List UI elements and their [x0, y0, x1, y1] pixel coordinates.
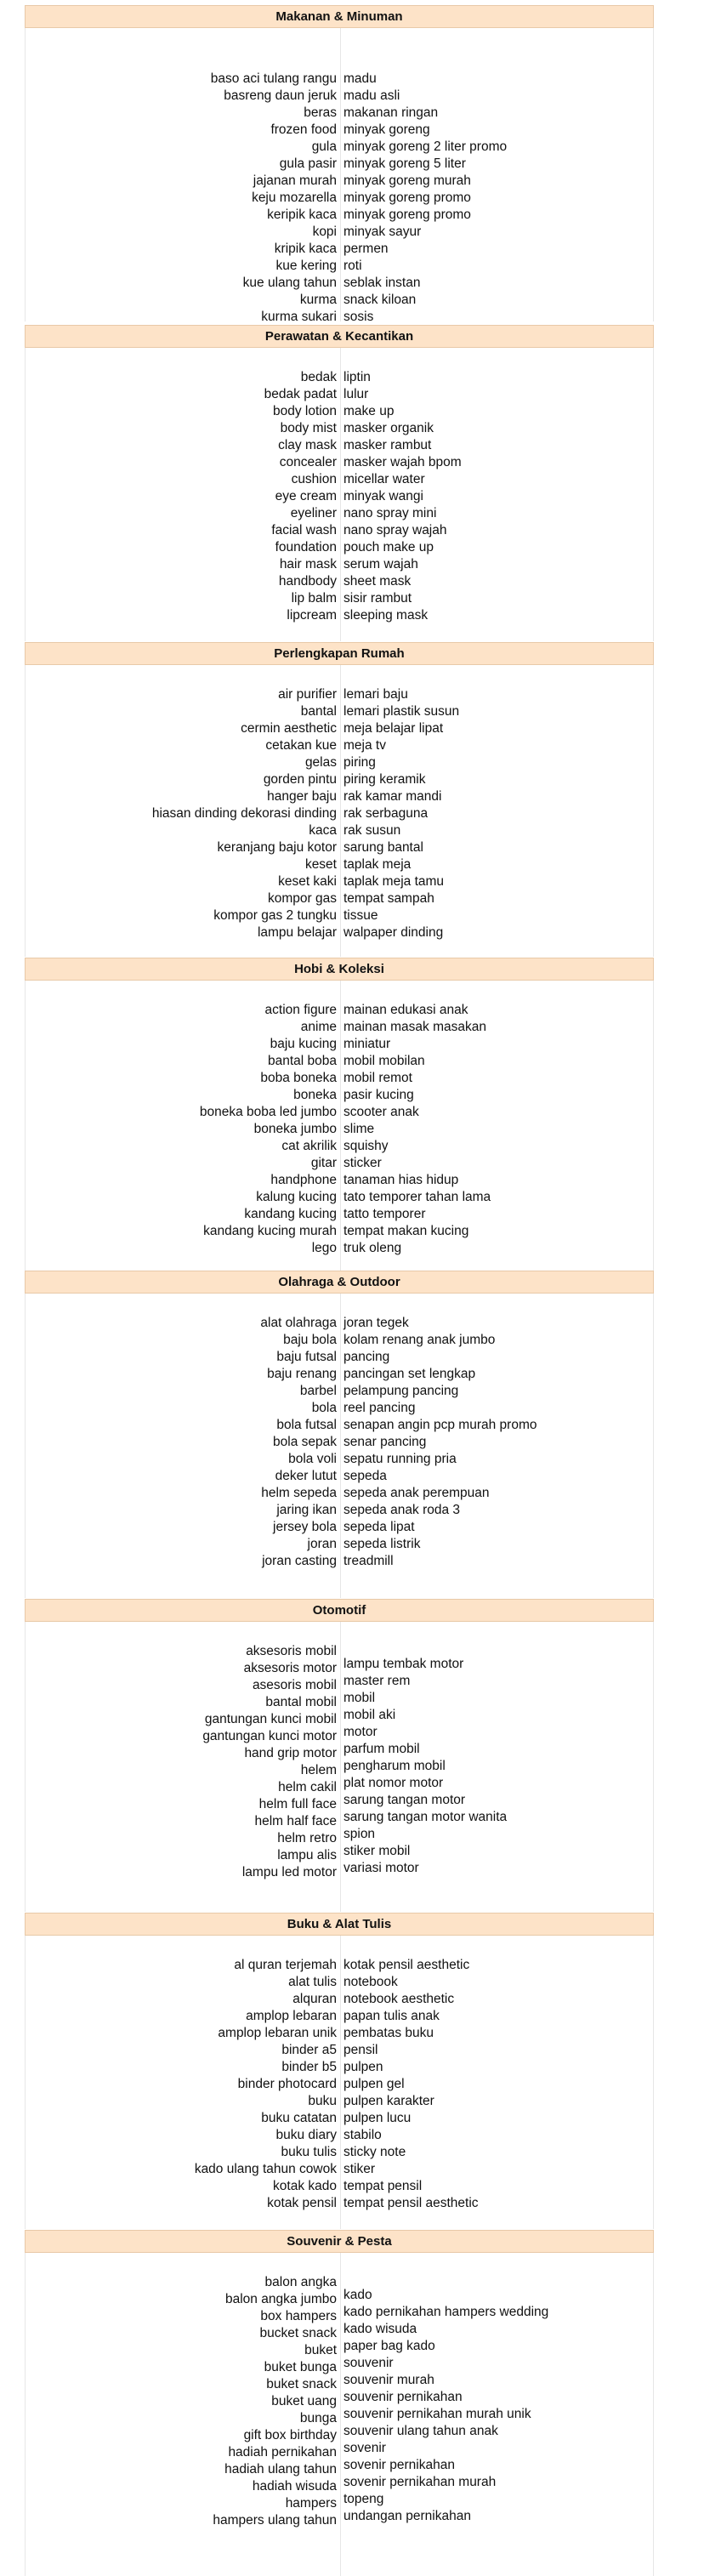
keyword-link[interactable]: madu asli	[343, 88, 400, 103]
keyword-link[interactable]: minyak goreng promo	[343, 208, 471, 222]
section-title: Hobi & Koleksi	[25, 958, 654, 981]
keyword-link[interactable]: meja belajar lipat	[343, 721, 444, 736]
keyword-link[interactable]: gitar	[310, 1156, 337, 1170]
keyword-link[interactable]: kue ulang tahun	[242, 276, 337, 290]
column-divider	[340, 28, 341, 321]
keyword-link[interactable]: eyeliner	[290, 506, 337, 520]
category-section	[25, 5, 654, 324]
keyword-link[interactable]: sarung tangan motor	[343, 1793, 466, 1807]
keyword-link[interactable]: madu	[343, 71, 377, 86]
keyword-link[interactable]: undangan pernikahan	[343, 2509, 471, 2523]
keyword-link[interactable]: binder photocard	[237, 2077, 337, 2091]
section-title: Makanan & Minuman	[25, 5, 654, 28]
keyword-link[interactable]: gantungan kunci motor	[202, 1729, 337, 1743]
keyword-link[interactable]: tissue	[343, 908, 378, 923]
keyword-link[interactable]: buku	[308, 2094, 337, 2108]
keyword-link[interactable]: asesoris mobil	[252, 1678, 337, 1692]
keyword-link[interactable]: keju mozarella	[252, 190, 337, 205]
keyword-link[interactable]: buku diary	[275, 2128, 337, 2142]
keyword-link[interactable]: lampu tembak motor	[343, 1657, 464, 1671]
keyword-link[interactable]: paper bag kado	[343, 2339, 435, 2353]
keyword-link[interactable]: air purifier	[278, 687, 337, 702]
keyword-link[interactable]: hampers ulang tahun	[213, 2513, 337, 2528]
keyword-link[interactable]: kotak pensil aesthetic	[343, 1958, 470, 1972]
category-section	[25, 958, 654, 1271]
keyword-link[interactable]: deker lutut	[275, 1469, 337, 1483]
keyword-link[interactable]: lemari plastik susun	[343, 704, 460, 719]
keyword-link[interactable]: sovenir pernikahan	[343, 2458, 455, 2472]
keyword-link[interactable]: sisir rambut	[343, 591, 412, 606]
keyword-link[interactable]: helm full face	[258, 1797, 337, 1811]
keyword-link[interactable]: alat tulis	[288, 1975, 337, 1989]
keyword-link[interactable]: bola voli	[288, 1452, 337, 1466]
keyword-link[interactable]: sheet mask	[343, 574, 412, 589]
keyword-link[interactable]: baju renang	[267, 1367, 337, 1381]
keyword-link[interactable]: baju bola	[283, 1333, 337, 1347]
keyword-link[interactable]: jajanan murah	[253, 173, 337, 188]
keyword-link[interactable]: helm half face	[254, 1814, 337, 1828]
keyword-link[interactable]: concealer	[279, 455, 337, 469]
keyword-link[interactable]: lampu alis	[277, 1848, 337, 1862]
keyword-link[interactable]: bola sepak	[273, 1435, 337, 1449]
keyword-link[interactable]: pancingan set lengkap	[343, 1367, 476, 1381]
keyword-link[interactable]: buku tulis	[281, 2145, 337, 2159]
keyword-link[interactable]: mobil aki	[343, 1708, 396, 1722]
keyword-link[interactable]: sticker	[343, 1156, 382, 1170]
left-column	[264, 369, 337, 624]
keyword-link[interactable]: gelas	[304, 755, 337, 770]
keyword-link[interactable]: joran casting	[262, 1554, 337, 1568]
keyword-link[interactable]: hiasan dinding dekorasi dinding	[151, 806, 337, 821]
keyword-link[interactable]: bantal	[300, 704, 337, 719]
keyword-link[interactable]: aksesoris mobil	[246, 1644, 337, 1658]
keyword-link[interactable]: gift box birthday	[243, 2428, 337, 2442]
section-title: Otomotif	[25, 1599, 654, 1622]
keyword-link[interactable]: stabilo	[343, 2128, 382, 2142]
keyword-link[interactable]: joran	[307, 1537, 337, 1551]
keyword-link[interactable]: sepeda	[343, 1469, 387, 1483]
keyword-link[interactable]: binder b5	[281, 2060, 337, 2074]
keyword-link[interactable]: mobil	[343, 1691, 376, 1705]
keyword-link[interactable]: micellar water	[343, 472, 425, 486]
keyword-link[interactable]: notebook aesthetic	[343, 1992, 455, 2006]
keyword-link[interactable]: minyak sayur	[343, 225, 422, 239]
left-column	[211, 71, 337, 326]
keyword-link[interactable]: jaring ikan	[276, 1503, 337, 1517]
keyword-link[interactable]: treadmill	[343, 1554, 394, 1568]
keyword-link[interactable]: handphone	[270, 1173, 337, 1187]
keyword-link[interactable]: lip balm	[291, 591, 337, 606]
keyword-link[interactable]: gula	[311, 139, 337, 154]
keyword-link[interactable]: bedak padat	[264, 387, 337, 401]
keyword-link[interactable]: rak serbaguna	[343, 806, 429, 821]
keyword-link[interactable]: hanger baju	[267, 789, 337, 804]
section-body	[25, 665, 654, 957]
keyword-link[interactable]: helem	[300, 1763, 337, 1777]
keyword-link[interactable]: kado pernikahan hampers wedding	[343, 2305, 549, 2319]
right-column	[343, 1957, 479, 2212]
category-section	[25, 1913, 654, 2229]
keyword-link[interactable]: balon angka	[264, 2275, 337, 2289]
right-column	[343, 1002, 491, 1257]
keyword-link[interactable]: buket	[304, 2343, 337, 2357]
keyword-link[interactable]: alquran	[292, 1992, 337, 2006]
keyword-link[interactable]: kopi	[312, 225, 337, 239]
section-title: Buku & Alat Tulis	[25, 1913, 654, 1936]
keyword-link[interactable]: amplop lebaran	[246, 2009, 337, 2023]
right-column	[343, 686, 459, 941]
category-section	[25, 325, 654, 641]
keyword-link[interactable]: frozen food	[270, 122, 337, 137]
keyword-link[interactable]: buku catatan	[261, 2111, 337, 2125]
keyword-link[interactable]: parfum mobil	[343, 1742, 420, 1756]
left-column	[213, 2274, 337, 2529]
section-title: Souvenir & Pesta	[25, 2230, 654, 2253]
keyword-link[interactable]: minyak goreng murah	[343, 173, 471, 188]
keyword-link[interactable]: minyak wangi	[343, 489, 423, 503]
keyword-link[interactable]: permen	[343, 242, 389, 256]
section-body	[25, 981, 654, 1271]
column-divider	[340, 1294, 341, 1598]
keyword-link[interactable]: kompor gas 2 tungku	[213, 908, 337, 923]
keyword-link[interactable]: boba boneka	[260, 1071, 337, 1085]
keyword-link[interactable]: helm cakil	[278, 1780, 337, 1794]
keyword-link[interactable]: eye cream	[275, 489, 337, 503]
keyword-link[interactable]: kurma	[299, 293, 337, 307]
right-column	[343, 71, 507, 326]
keyword-link[interactable]: hampers	[285, 2496, 337, 2511]
keyword-link[interactable]: sovenir	[343, 2441, 386, 2455]
keyword-link[interactable]: baso aci tulang rangu	[210, 71, 337, 86]
keyword-link[interactable]: kado ulang tahun cowok	[194, 2162, 337, 2176]
keyword-link[interactable]: squishy	[343, 1139, 389, 1153]
keyword-link[interactable]: action figure	[264, 1003, 337, 1017]
keyword-link[interactable]: beras	[304, 105, 337, 120]
category-section	[25, 1599, 654, 1912]
keyword-link[interactable]: senapan angin pcp murah promo	[343, 1418, 537, 1432]
keyword-link[interactable]: plat nomor motor	[343, 1776, 444, 1790]
left-column	[152, 686, 337, 941]
keyword-link[interactable]: serum wajah	[343, 557, 418, 571]
keyword-link[interactable]: keset kaki	[278, 874, 337, 889]
keyword-link[interactable]: cushion	[291, 472, 337, 486]
column-divider	[340, 1936, 341, 2229]
section-title: Olahraga & Outdoor	[25, 1271, 654, 1294]
keyword-link[interactable]: stiker	[343, 2162, 376, 2176]
column-divider	[340, 348, 341, 641]
keyword-link[interactable]: slime	[343, 1122, 375, 1136]
keyword-link[interactable]: helm retro	[277, 1831, 337, 1845]
keyword-link[interactable]: bunga	[299, 2411, 337, 2425]
keyword-link[interactable]: topeng	[343, 2492, 384, 2506]
keyword-link[interactable]: pulpen karakter	[343, 2094, 434, 2108]
keyword-link[interactable]: kandang kucing murah	[203, 1224, 337, 1238]
keyword-link[interactable]: sepeda lipat	[343, 1520, 415, 1534]
keyword-link[interactable]: rak kamar mandi	[343, 789, 442, 804]
keyword-link[interactable]: basreng daun jeruk	[224, 88, 337, 103]
keyword-link[interactable]: joran tegek	[343, 1316, 409, 1330]
keyword-link[interactable]: mobil remot	[343, 1071, 412, 1085]
keyword-link[interactable]: nano spray mini	[343, 506, 437, 520]
keyword-link[interactable]: bantal mobil	[265, 1695, 337, 1709]
keyword-link[interactable]: masker wajah bpom	[343, 455, 462, 469]
keyword-link[interactable]: tempat pensil	[343, 2179, 423, 2193]
keyword-link[interactable]: keranjang baju kotor	[217, 840, 337, 855]
keyword-link[interactable]: rak susun	[343, 823, 401, 838]
keyword-link[interactable]: al quran terjemah	[234, 1958, 337, 1972]
section-body	[25, 1622, 654, 1912]
keyword-link[interactable]: bola	[311, 1401, 337, 1415]
keyword-link[interactable]: pulpen gel	[343, 2077, 405, 2091]
keyword-link[interactable]: buket bunga	[264, 2360, 337, 2374]
keyword-link[interactable]: kaca	[309, 823, 337, 838]
keyword-link[interactable]: pembatas buku	[343, 2026, 434, 2040]
keyword-link[interactable]: keset	[304, 857, 337, 872]
keyword-link[interactable]: souvenir murah	[343, 2373, 434, 2387]
right-column	[343, 2287, 548, 2525]
keyword-link[interactable]: hadiah ulang tahun	[224, 2462, 337, 2476]
keyword-link[interactable]: sepatu running pria	[343, 1452, 457, 1466]
section-body	[25, 348, 654, 641]
keyword-link[interactable]: bola futsal	[276, 1418, 337, 1432]
keyword-link[interactable]: notebook	[343, 1975, 398, 1989]
category-section	[25, 1271, 654, 1598]
section-body	[25, 28, 654, 324]
right-column	[343, 369, 462, 624]
keyword-link[interactable]: handbody	[278, 574, 337, 589]
keyword-link[interactable]: minyak goreng	[343, 122, 430, 137]
left-column	[195, 1957, 337, 2212]
category-section	[25, 2230, 654, 2576]
keyword-link[interactable]: reel pancing	[343, 1401, 416, 1415]
keyword-link[interactable]: stiker mobil	[343, 1844, 411, 1858]
keyword-link[interactable]: kado	[343, 2288, 372, 2302]
keyword-link[interactable]: cermin aesthetic	[241, 721, 337, 736]
keyword-link[interactable]: jersey bola	[273, 1520, 337, 1534]
keyword-link[interactable]: pasir kucing	[343, 1088, 414, 1102]
keyword-link[interactable]: balon angka jumbo	[225, 2292, 337, 2306]
keyword-link[interactable]: seblak instan	[343, 276, 421, 290]
keyword-link[interactable]: hand grip motor	[244, 1746, 337, 1760]
keyword-link[interactable]: boneka	[293, 1088, 337, 1102]
keyword-link[interactable]: kolam renang anak jumbo	[343, 1333, 496, 1347]
keyword-link[interactable]: kalung kucing	[256, 1190, 337, 1204]
keyword-link[interactable]: spion	[343, 1827, 376, 1841]
keyword-link[interactable]: buket snack	[266, 2377, 337, 2391]
section-title: Perlengkapan Rumah	[25, 642, 654, 665]
keyword-link[interactable]: taplak meja	[343, 857, 412, 872]
keyword-link[interactable]: facial wash	[271, 523, 337, 537]
keyword-link[interactable]: kompor gas	[268, 891, 337, 906]
left-column	[200, 1002, 337, 1257]
keyword-link[interactable]: meja tv	[343, 738, 386, 753]
keyword-link[interactable]: baju futsal	[276, 1350, 337, 1364]
keyword-link[interactable]: taplak meja tamu	[343, 874, 445, 889]
keyword-link[interactable]: sepeda anak perempuan	[343, 1486, 490, 1500]
keyword-link[interactable]: makanan ringan	[343, 105, 439, 120]
keyword-link[interactable]: barbel	[299, 1384, 337, 1398]
keyword-link[interactable]: motor	[343, 1725, 378, 1739]
keyword-link[interactable]: miniatur	[343, 1037, 391, 1051]
keyword-link[interactable]: alat olahraga	[260, 1316, 337, 1330]
keyword-link[interactable]: aksesoris motor	[243, 1661, 337, 1675]
keyword-link[interactable]: hair mask	[279, 557, 337, 571]
keyword-link[interactable]: sepeda anak roda 3	[343, 1503, 461, 1517]
keyword-link[interactable]: boneka boba led jumbo	[199, 1105, 337, 1119]
keyword-link[interactable]: sepeda listrik	[343, 1537, 421, 1551]
keyword-link[interactable]: hadiah pernikahan	[228, 2445, 337, 2459]
left-column	[260, 1315, 337, 1570]
keyword-link[interactable]: tatto temporer	[343, 1207, 426, 1221]
keyword-link[interactable]: lipcream	[287, 608, 337, 623]
keyword-link[interactable]: make up	[343, 404, 395, 418]
keyword-link[interactable]: liptin	[343, 370, 371, 384]
keyword-link[interactable]: tato temporer tahan lama	[343, 1190, 491, 1204]
keyword-link[interactable]: piring keramik	[343, 772, 426, 787]
keyword-link[interactable]: pelampung pancing	[343, 1384, 459, 1398]
keyword-link[interactable]: body lotion	[273, 404, 337, 418]
keyword-link[interactable]: kurma sukari	[261, 310, 337, 324]
keyword-link[interactable]: sticky note	[343, 2145, 406, 2159]
keyword-link[interactable]: souvenir	[343, 2356, 394, 2370]
keyword-link[interactable]: pouch make up	[343, 540, 434, 554]
keyword-link[interactable]: gorden pintu	[263, 772, 337, 787]
column-divider	[340, 2253, 341, 2576]
keyword-link[interactable]: souvenir pernikahan	[343, 2390, 463, 2404]
keyword-link[interactable]: kotak kado	[273, 2179, 337, 2193]
keyword-link[interactable]: gula pasir	[279, 156, 337, 171]
keyword-link[interactable]: boneka jumbo	[253, 1122, 337, 1136]
keyword-link[interactable]: walpaper dinding	[343, 925, 444, 940]
keyword-link[interactable]: kripik kaca	[274, 242, 337, 256]
keyword-link[interactable]: pulpen	[343, 2060, 383, 2074]
column-divider	[340, 981, 341, 1271]
left-column	[202, 1643, 337, 1881]
keyword-link[interactable]: binder a5	[281, 2043, 337, 2057]
keyword-link[interactable]: helm sepeda	[261, 1486, 337, 1500]
keyword-link[interactable]: bedak	[300, 370, 337, 384]
keyword-link[interactable]: pengharum mobil	[343, 1759, 446, 1773]
keyword-link[interactable]: hadiah wisuda	[252, 2479, 337, 2494]
keyword-link[interactable]: tanaman hias hidup	[343, 1173, 459, 1187]
keyword-link[interactable]: minyak goreng promo	[343, 190, 471, 205]
keyword-link[interactable]: souvenir pernikahan murah unik	[343, 2407, 531, 2421]
keyword-link[interactable]: souvenir ulang tahun anak	[343, 2424, 498, 2438]
keyword-link[interactable]: tempat sampah	[343, 891, 434, 906]
keyword-link[interactable]: pensil	[343, 2043, 378, 2057]
keyword-link[interactable]: piring	[343, 755, 376, 770]
keyword-link[interactable]: clay mask	[278, 438, 337, 452]
keyword-link[interactable]: mainan masak masakan	[343, 1020, 486, 1034]
keyword-link[interactable]: nano spray wajah	[343, 523, 447, 537]
section-body	[25, 1936, 654, 2229]
keyword-link[interactable]: tempat pensil aesthetic	[343, 2196, 479, 2210]
section-title: Perawatan & Kecantikan	[25, 325, 654, 348]
keyword-link[interactable]: mobil mobilan	[343, 1054, 425, 1068]
keyword-link[interactable]: gantungan kunci mobil	[204, 1712, 337, 1726]
keyword-link[interactable]: kandang kucing	[244, 1207, 337, 1221]
keyword-link[interactable]: anime	[300, 1020, 337, 1034]
keyword-link[interactable]: mainan edukasi anak	[343, 1003, 468, 1017]
keyword-link[interactable]: lulur	[343, 387, 369, 401]
keyword-link[interactable]: snack kiloan	[343, 293, 417, 307]
keyword-link[interactable]: lampu belajar	[257, 925, 337, 940]
keyword-link[interactable]: kue kering	[275, 259, 337, 273]
keyword-link[interactable]: minyak goreng 5 liter	[343, 156, 466, 171]
column-divider	[340, 665, 341, 957]
keyword-link[interactable]: bantal boba	[267, 1054, 337, 1068]
keyword-link[interactable]: papan tulis anak	[343, 2009, 440, 2023]
keyword-link[interactable]: pulpen lucu	[343, 2111, 412, 2125]
keyword-link[interactable]: kotak pensil	[267, 2196, 337, 2210]
keyword-link[interactable]: cetakan kue	[265, 738, 337, 753]
keyword-link[interactable]: scooter anak	[343, 1105, 419, 1119]
keyword-link[interactable]: tempat makan kucing	[343, 1224, 469, 1238]
right-column	[343, 1315, 537, 1570]
keyword-link[interactable]: roti	[343, 259, 362, 273]
keyword-link[interactable]: minyak goreng 2 liter promo	[343, 139, 508, 154]
keyword-link[interactable]: sarung bantal	[343, 840, 423, 855]
keyword-link[interactable]: body mist	[280, 421, 337, 435]
keyword-link[interactable]: master rem	[343, 1674, 411, 1688]
keyword-link[interactable]: keripik kaca	[267, 208, 337, 222]
keyword-link[interactable]: lego	[311, 1241, 337, 1255]
keyword-link[interactable]: sleeping mask	[343, 608, 429, 623]
keyword-link[interactable]: amplop lebaran unik	[218, 2026, 337, 2040]
keyword-link[interactable]: bucket snack	[259, 2326, 337, 2340]
keyword-link[interactable]: sovenir pernikahan murah	[343, 2475, 497, 2489]
keyword-link[interactable]: masker organik	[343, 421, 434, 435]
section-body	[25, 1294, 654, 1598]
keyword-link[interactable]: box hampers	[260, 2309, 337, 2323]
keyword-link[interactable]: buket uang	[271, 2394, 337, 2408]
keyword-link[interactable]: sarung tangan motor wanita	[343, 1810, 508, 1824]
column-divider	[340, 1622, 341, 1912]
keyword-link[interactable]: lampu led motor	[241, 1865, 337, 1879]
right-column	[343, 1656, 507, 1877]
keyword-link[interactable]: foundation	[275, 540, 337, 554]
keyword-link[interactable]: pancing	[343, 1350, 390, 1364]
keyword-link[interactable]: baju kucing	[270, 1037, 337, 1051]
keyword-link[interactable]: masker rambut	[343, 438, 432, 452]
keyword-link[interactable]: lemari baju	[343, 687, 408, 702]
keyword-link[interactable]: kado wisuda	[343, 2322, 417, 2336]
category-section	[25, 642, 654, 957]
section-body	[25, 2253, 654, 2576]
keyword-link[interactable]: sosis	[343, 310, 374, 324]
keyword-link[interactable]: truk oleng	[343, 1241, 402, 1255]
keyword-link[interactable]: senar pancing	[343, 1435, 427, 1449]
keyword-link[interactable]: cat akrilik	[281, 1139, 337, 1153]
keyword-link[interactable]: variasi motor	[343, 1861, 419, 1875]
